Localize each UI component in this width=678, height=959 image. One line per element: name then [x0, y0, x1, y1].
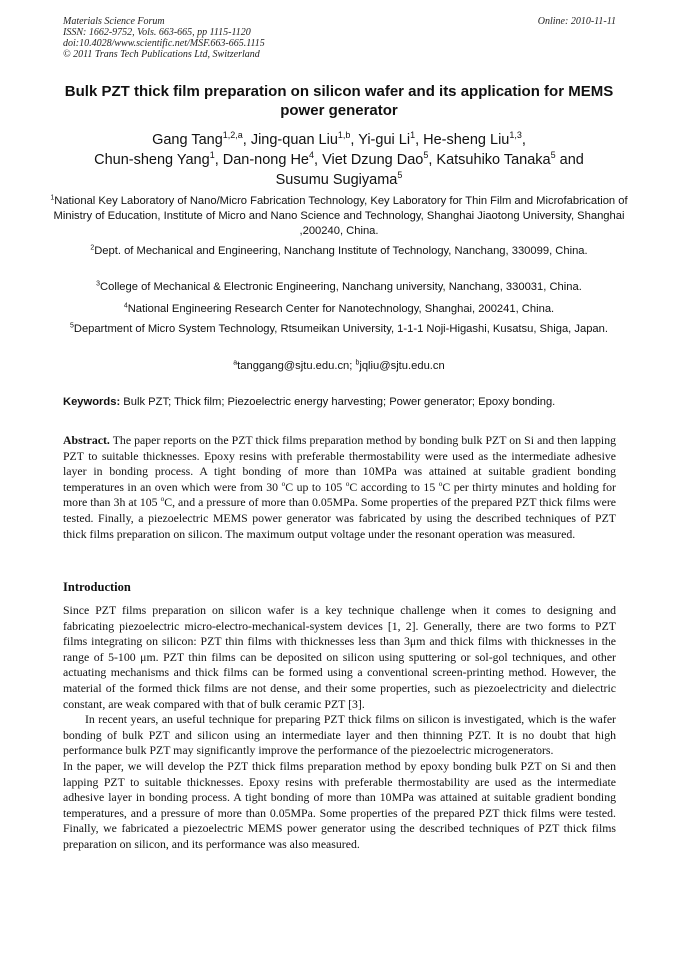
author-name: Susumu Sugiyama [275, 172, 398, 188]
author-affiliation-mark: 1,3 [509, 130, 522, 141]
keywords [63, 395, 616, 410]
paragraph: In the paper, we will develop the PZT thick films preparation method by epoxy bonding bulk PZT on Si and then lapping PZT to suitable thicknesses. Epoxy resins with preferable thermostability are used as the intermediate adhesive layer in bonding process. A tight bonding of more than 10MPa was attained at suitable gradient bonding temperatures, and a pressure of more than 0.05MPa. Some properties of the prepared PZT thick films were tested. Finally, we fabricated a piezoelectric MEMS power generator using the described techniques of PZT thick films preparation on silicon, and its performance was also measured. [63, 758, 616, 851]
affiliation-2: $^2$Dept. of Mechanical and Engineering, Nanchang Institute of Technology, Nanchang, 330099, China. [90, 244, 588, 257]
copyright-line: © 2011 Trans Tech Publications Ltd, Switzerland [63, 49, 260, 60]
author-list: Gang Tang$^{1,2,a}$, Jing-quan Liu$^{1,b}$, Yi-gui Li$^1$, He-sheng Liu$^{1,3}$, Chun-sheng Yang$^1$, Dan-nong He$^4$, Viet Dzung Dao$^5$, Katsuhiko Tanaka$^5$ and Susumu Sugiyama$^5$ [94, 130, 584, 188]
author-name: Katsuhiko Tanaka [436, 152, 551, 168]
keywords-label: Keywords: [63, 396, 121, 408]
affiliation-3: $^3$College of Mechanical & Electronic Engineering, Nanchang university, Nanchang, 330031, China. [96, 280, 582, 293]
introduction-body [63, 603, 616, 853]
author-affiliation-mark: 4 [309, 150, 314, 161]
author-name: He-sheng Liu [423, 132, 510, 148]
paragraph: In recent years, an useful technique for preparing PZT thick films on silicon is investigated, which is the wafer bonding of bulk PZT and silicon using an intermediate layer and then thinning PZT. It is no doubt that high performance bulk PZT may significantly improve the performance of the piezoelectric microgenerators. [63, 712, 616, 758]
email-a: tanggang@sjtu.edu.cn; [237, 360, 356, 372]
affiliation-5: $^5$Department of Micro System Technology, Rtsumeikan University, 1-1-1 Noji-Higashi, Kusatsu, Shiga, Japan. [70, 322, 608, 335]
author-affiliation-mark: 5 [397, 170, 403, 181]
author-affiliation-mark: 1 [410, 130, 416, 141]
doi-line: doi:10.4028/www.scientific.net/MSF.663-665.1115 [63, 38, 265, 49]
affiliation-4: $^4$National Engineering Research Center for Nanotechnology, Shanghai, 200241, China. [123, 302, 555, 315]
paper-title: Bulk PZT thick film preparation on silicon wafer and its application for MEMS power generator [64, 83, 614, 119]
author-affiliation-mark: 1,2,a [222, 130, 243, 141]
author-affiliation-mark: 5 [550, 150, 556, 161]
author-name: Jing-quan Liu [250, 132, 338, 148]
author-name: Yi-gui Li [358, 132, 411, 148]
keywords-text: Bulk PZT; Thick film; Piezoelectric energy harvesting; Power generator; Epoxy bonding. [120, 396, 556, 408]
author-name: Viet Dzung Dao [322, 152, 424, 168]
author-affiliation-mark: 1,b [337, 130, 351, 141]
email-b: jqliu@sjtu.edu.cn [359, 360, 445, 372]
journal-header [63, 16, 616, 60]
author-affiliation-mark: 5 [423, 150, 429, 161]
paragraph: Since PZT films preparation on silicon wafer is a key technique challenge when it comes to designing and fabricating piezoelectric micro-electro-mechanical-system devices [1, 2]. Generally, there are two forms to PZT films integrating on silicon: PZT thin films with thicknesses less than 3μm and thick films with thicknesses in the range of 5-100 μm. PZT thin films can be deposited on silicon using sputtering or sol-gol techniques, and other actuating mechanisms and thick films can be formed using a conventional screen-printing method. However, the material of the formed thick films are not dense, and their some properties, such as piezoelectricity and dielectric constant, are weak compared with that of bulk ceramic PZT [3]. [63, 603, 616, 711]
author-name: Chun-sheng Yang [94, 152, 210, 168]
author-name: Dan-nong He [222, 152, 309, 168]
author-affiliation-mark: 1 [209, 150, 215, 161]
section-heading-introduction: Introduction [63, 580, 131, 594]
affiliation-1: $^1$National Key Laboratory of Nano/Micro Fabrication Technology, Key Laboratory for Thin Film and Microfabrication of Ministry of Education, Institute of Micro and Nano Science and Technology, Shanghai Jiaotong University, Shanghai ,200240, China. [50, 194, 628, 237]
author-name: Gang Tang [152, 132, 223, 148]
abstract: Abstract. The paper reports on the PZT thick films preparation method by bonding bulk PZT on Si and then lapping PZT to suitable thicknesses. Epoxy resins with preferable thermostability were used as the intermediate adhesive layer in bonding process. A tight bonding of more than 10MPa was attained at suitable gradient bonding temperatures in an oven which were from 30 $^o$C up to 105 $^o$C according to 15 $^o$C per thirty minutes and holding for more than 3h at 105 $^o$C, and a pressure of more than 0.05MPa. Some properties of the prepared PZT thick films were tested. Finally, a piezoelectric MEMS power generator was fabricated by using the described techniques of PZT thick films preparation on silicon. The maximum output voltage under the resonant operation was measured. [63, 433, 616, 541]
contact-emails: $^a$tanggang@sjtu.edu.cn; $^b$jqliu@sjtu.edu.cn [233, 359, 445, 372]
online-date: Online: 2010-11-11 [537, 16, 616, 27]
journal-name: Materials Science Forum [63, 16, 165, 27]
issn-line: ISSN: 1662-9752, Vols. 663-665, pp 1115-1120 [63, 27, 251, 38]
abstract-label: Abstract. [63, 433, 110, 447]
